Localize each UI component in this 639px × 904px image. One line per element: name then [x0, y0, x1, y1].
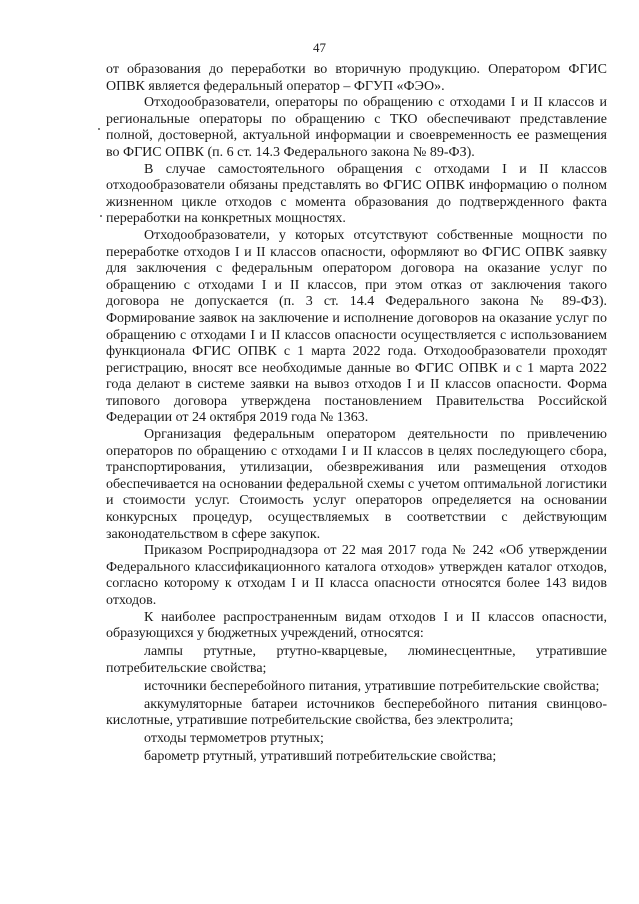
paragraph: В случае самостоятельного обращения с отходами I и II классов отходообразователи обязаны представлять во ФГИС ОПВК информацию о полном жизненном цикле отходов с момента образования до подтвержденного факта переработки на конкретных мощностях.: [106, 161, 607, 227]
list-item: лампы ртутные, ртутно-кварцевые, люминесцентные, утратившие потребительские свойства;: [106, 644, 607, 676]
list-item: отходы термометров ртутных;: [144, 731, 324, 747]
paragraph: Отходообразователи, операторы по обращению с отходами I и II классов и региональные операторы по обращению с ТКО обеспечивают представление полной, достоверной, актуальной информации и своевременность ее размещения во ФГИС ОПВК (п. 6 ст. 14.3 Федерального закона № 89-ФЗ).: [106, 95, 607, 160]
paragraph: Отходообразователи, у которых отсутствуют собственные мощности по переработке отходов I и II классов опасности, оформляют во ФГИС ОПВК заявку для заключения с федеральным оператором договора на оказание услуг по обращению с отходами I и II классов, при этом отказ от заключения такого договора не допускается (п. 3 ст. 14.4 Федерального закона № 89-ФЗ). Формирование заявок на заключение и исполнение договоров на оказание услуг по обращению с отходами I и II классов опасности осуществляется с использованием функционала ФГИС ОПВК с 1 марта 2022 года. Отходообразователи проходят регистрацию, вносят все необходимые данные во ФГИС ОПВК и с 1 марта 2022 года делают в системе заявки на вывоз отходов I и II классов опасности. Форма типового договора утверждена постановлением Правительства Российской Федерации от 24 октября 2019 года № 1363.: [106, 227, 607, 426]
list-item: барометр ртутный, утративший потребительские свойства;: [144, 749, 497, 765]
list-item: аккумуляторные батареи источников бесперебойного питания свинцово-кислотные, утратившие потребительские свойства, без электролита;: [106, 696, 607, 729]
paragraph: К наиболее распространенным видам отходов I и II классов опасности, образующихся у бюджетных учреждений, относятся:: [106, 609, 607, 642]
paragraph: от образования до переработки во вторичную продукцию. Оператором ФГИС ОПВК является федеральный оператор – ФГУП «ФЭО».: [106, 62, 607, 94]
paragraph: Организация федеральным оператором деятельности по привлечению операторов по обращению с отходами I и II классов в целях последующего сбора, транспортирования, утилизации, обезвреживания или размещения отходов обеспечивается на основании федеральной схемы с учетом оптимальной логистики и стоимости услуг. Стоимость услуг операторов определяется на основании конкурсных процедур, осуществляемых в соответствии с действующим законодательством в сфере закупок.: [106, 427, 607, 542]
paragraph: Приказом Росприроднадзора от 22 мая 2017 года № 242 «Об утверждении Федерального классификационного каталога отходов» утвержден каталог отходов, согласно которому к отходам I и II класса опасности относятся более 143 видов отходов.: [106, 543, 607, 608]
scan-mark: [100, 215, 102, 217]
scan-mark: [98, 128, 100, 130]
body-text: [106, 62, 607, 766]
list-item: источники бесперебойного питания, утратившие потребительские свойства;: [144, 678, 600, 694]
page-number: 47: [313, 40, 326, 55]
